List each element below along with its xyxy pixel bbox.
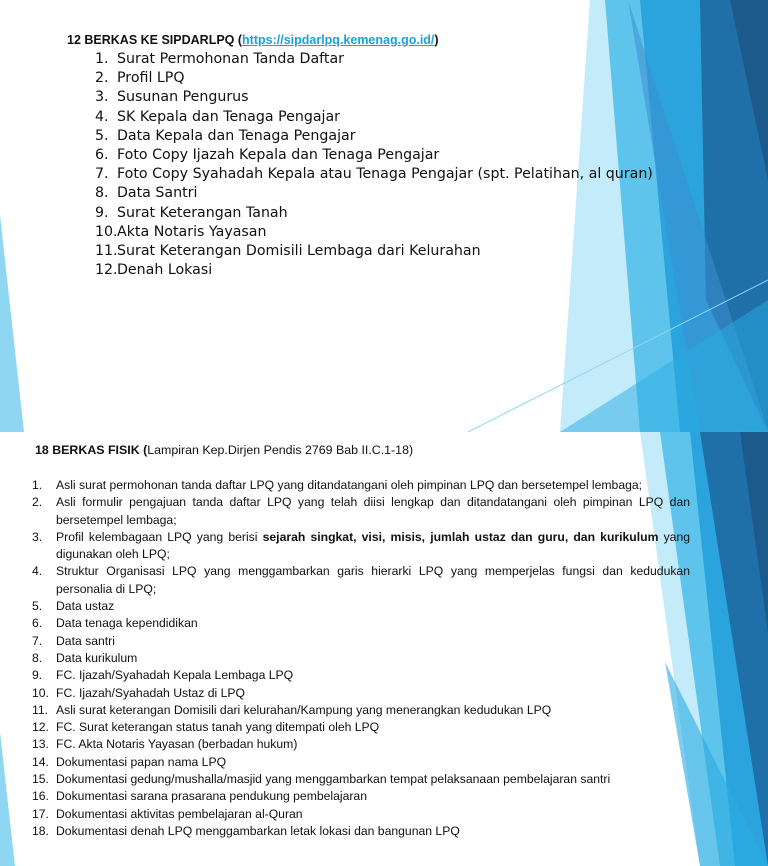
slide-1 <box>0 0 768 432</box>
list-item: 16. Dokumentasi sarana prasarana pendukung pembelajaran <box>32 789 367 804</box>
list-item: 9. FC. Ijazah/Syahadah Kepala Lembaga LPQ <box>32 668 294 683</box>
list-item: 10. Akta Notaris Yayasan <box>95 223 267 240</box>
list-item: 8. Data kurikulum <box>32 650 138 665</box>
list-item: 1. Asli surat permohonan tanda daftar LPQ yang ditandatangani oleh pimpinan LPQ dan bersetempel lembaga; <box>32 478 643 492</box>
list-item: 5. Data ustaz <box>32 599 115 614</box>
list-item: 4. Struktur Organisasi LPQ yang menggambarkan garis hierarki LPQ yang memperjelas fungsi dan kedudukan personalia di LPQ; <box>32 564 690 596</box>
list-item: 7. Data santri <box>32 633 115 648</box>
list-item: 8. Data Santri <box>95 185 198 202</box>
list-item: 4. SK Kepala dan Tenaga Pengajar <box>95 108 341 125</box>
list-item: 13. FC. Akta Notaris Yayasan (berbadan hukum) <box>32 737 298 752</box>
list-item: 11. Asli surat keterangan Domisili dari kelurahan/Kampung yang menerangkan kedudukan LPQ <box>32 702 552 717</box>
list-item: 6. Data tenaga kependidikan <box>32 616 198 631</box>
list-item: 2. Asli formulir pengajuan tanda daftar LPQ yang telah diisi lengkap dan ditandatangani oleh pimpinan LPQ dan bersetempel lembaga; <box>32 495 690 527</box>
list-item: 11. Surat Keterangan Domisili Lembaga dari Kelurahan <box>95 243 481 260</box>
list-item: 12. Denah Lokasi <box>95 262 213 279</box>
list-item: 12. FC. Surat keterangan status tanah yang ditempati oleh LPQ <box>32 720 380 735</box>
list-item: 1. Surat Permohonan Tanda Daftar <box>95 51 344 67</box>
list-item: 7. Foto Copy Syahadah Kepala atau Tenaga Pengajar (spt. Pelatihan, al quran) <box>95 166 653 183</box>
list-item: 18. Dokumentasi denah LPQ menggambarkan letak lokasi dan bangunan LPQ <box>32 823 460 838</box>
slide-2-document-list <box>32 477 690 840</box>
list-item: 6. Foto Copy Ijazah Kepala dan Tenaga Pengajar <box>95 147 440 164</box>
sipdarlpq-link[interactable]: https://sipdarlpq.kemenag.go.id/ <box>242 33 435 47</box>
slide-2-title: 18 BERKAS FISIK (Lampiran Kep.Dirjen Pendis 2769 Bab II.C.1-18) <box>35 443 414 457</box>
list-item: 9. Surat Keterangan Tanah <box>95 204 288 221</box>
list-item: 2. Profil LPQ <box>95 70 185 87</box>
slide-1-document-list <box>95 50 653 280</box>
list-item: 5. Data Kepala dan Tenaga Pengajar <box>95 127 356 144</box>
slide-1-title: 12 BERKAS KE SIPDARLPQ (https://sipdarlpq.kemenag.go.id/) <box>67 33 439 47</box>
list-item: 17. Dokumentasi aktivitas pembelajaran al-Quran <box>32 806 303 821</box>
list-item: 15. Dokumentasi gedung/mushalla/masjid yang menggambarkan tempat pelaksanaan pembelajaran santri <box>32 772 611 787</box>
list-item: 10. FC. Ijazah/Syahadah Ustaz di LPQ <box>32 685 246 700</box>
list-item: 3. Susunan Pengurus <box>95 89 249 106</box>
list-item: 3. Profil kelembagaan LPQ yang berisi sejarah singkat, visi, misis, jumlah ustaz dan guru, dan kurikulum yang digunakan oleh LPQ; <box>32 529 690 562</box>
list-item: 14. Dokumentasi papan nama LPQ <box>32 754 227 769</box>
slide-2 <box>0 432 768 866</box>
